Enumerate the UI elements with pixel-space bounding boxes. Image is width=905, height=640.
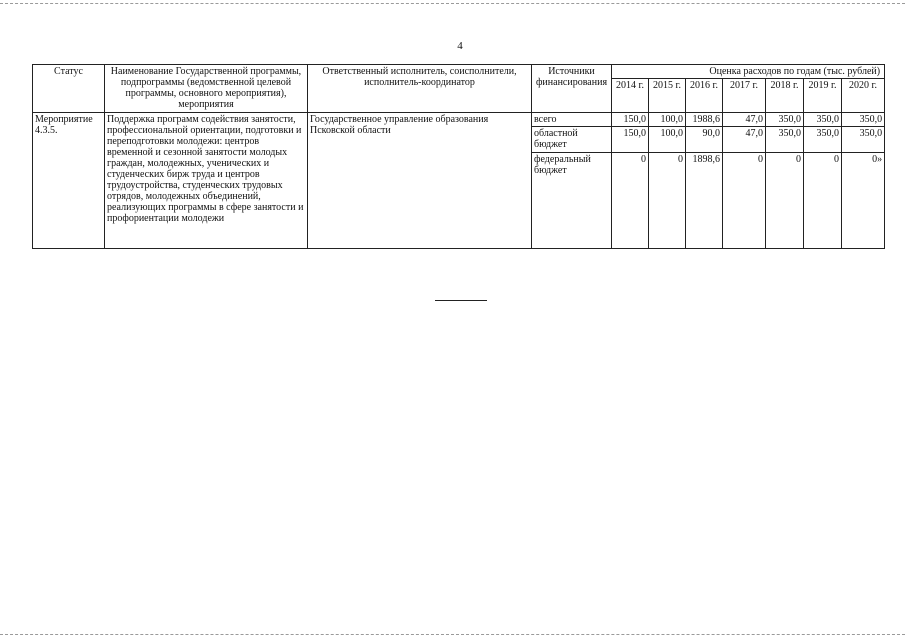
funding-value: 0 [723, 153, 766, 249]
funding-source: всего [532, 113, 612, 127]
end-separator-line [435, 300, 487, 301]
row-executor: Государственное управление образования Псковской области [308, 113, 532, 249]
table-row [33, 113, 885, 127]
funding-value: 350,0 [842, 127, 885, 153]
funding-value: 150,0 [612, 113, 649, 127]
funding-value: 150,0 [612, 127, 649, 153]
funding-value: 350,0 [804, 127, 842, 153]
funding-value: 1988,6 [686, 113, 723, 127]
funding-value: 0 [612, 153, 649, 249]
budget-table [32, 64, 885, 249]
funding-source: федеральный бюджет [532, 153, 612, 249]
scan-edge-top [0, 3, 905, 4]
funding-value: 0» [842, 153, 885, 249]
funding-value: 350,0 [842, 113, 885, 127]
header-year: 2014 г. [612, 79, 649, 113]
funding-value: 90,0 [686, 127, 723, 153]
header-status: Статус [33, 65, 105, 113]
header-year: 2015 г. [649, 79, 686, 113]
row-status: Мероприятие 4.3.5. [33, 113, 105, 249]
header-year: 2017 г. [723, 79, 766, 113]
header-year: 2016 г. [686, 79, 723, 113]
header-year: 2020 г. [842, 79, 885, 113]
funding-value: 100,0 [649, 127, 686, 153]
header-year: 2018 г. [766, 79, 804, 113]
funding-value: 1898,6 [686, 153, 723, 249]
header-year: 2019 г. [804, 79, 842, 113]
page-number: 4 [457, 40, 463, 52]
header-name: Наименование Государственной программы, подпрограммы (ведомственной целевой программы, основного мероприятия), мероприятия [105, 65, 308, 113]
funding-value: 0 [804, 153, 842, 249]
funding-value: 100,0 [649, 113, 686, 127]
funding-value: 350,0 [766, 113, 804, 127]
scan-edge-bottom [0, 634, 905, 635]
header-executor: Ответственный исполнитель, соисполнители, исполнитель-координатор [308, 65, 532, 113]
funding-value: 47,0 [723, 127, 766, 153]
row-name: Поддержка программ содействия занятости, профессиональной ориентации, подготовки и переподготовки молодежи: центров временной и сезонной занятости молодых граждан, молодежных, ученических и студенческих бирж труда и центров трудоустройства, студенческих трудовых отрядов, молодежных объединений, реализующих программы в сфере занятости и профориентации молодежи [105, 113, 308, 249]
funding-value: 0 [766, 153, 804, 249]
funding-value: 350,0 [766, 127, 804, 153]
funding-value: 47,0 [723, 113, 766, 127]
funding-value: 0 [649, 153, 686, 249]
header-sources: Источники финансирования [532, 65, 612, 113]
header-estimate: Оценка расходов по годам (тыс. рублей) [612, 65, 885, 79]
funding-source: областной бюджет [532, 127, 612, 153]
funding-value: 350,0 [804, 113, 842, 127]
